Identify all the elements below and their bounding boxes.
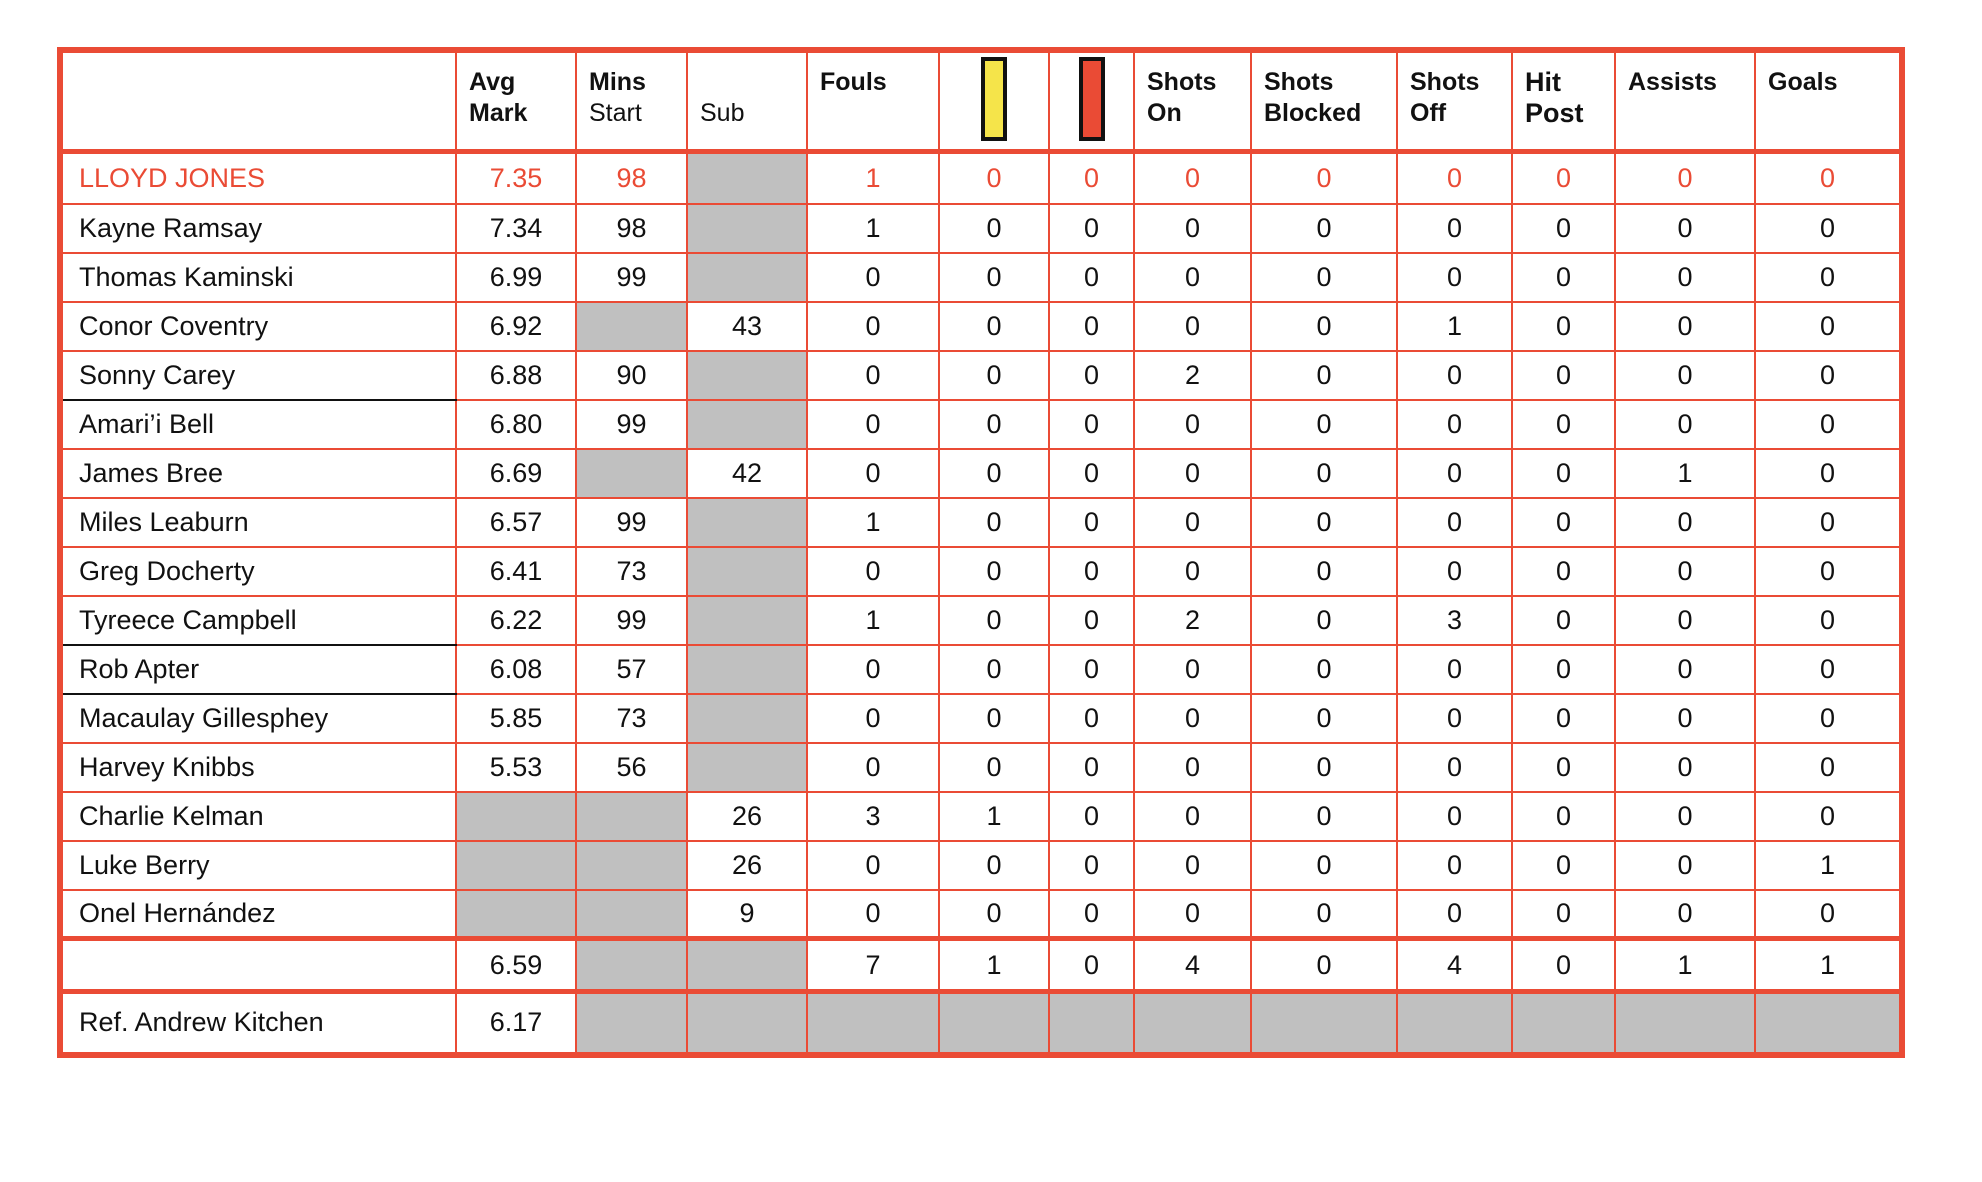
player-name: Luke Berry [60, 841, 456, 890]
totals-yellow: 1 [939, 939, 1049, 992]
player-sub [687, 498, 807, 547]
header-shots-on [1134, 50, 1251, 152]
player-goals: 0 [1755, 351, 1902, 400]
player-name: Rob Apter [60, 645, 456, 694]
player-shots-blocked: 0 [1251, 400, 1397, 449]
player-yellow-cards: 0 [939, 498, 1049, 547]
player-goals: 0 [1755, 498, 1902, 547]
player-fouls: 0 [807, 302, 939, 351]
player-shots-off: 0 [1397, 841, 1512, 890]
player-shots-on: 0 [1134, 302, 1251, 351]
player-shots-on: 0 [1134, 253, 1251, 302]
player-assists: 0 [1615, 351, 1755, 400]
player-red-cards: 0 [1049, 302, 1134, 351]
totals-shots-blocked: 0 [1251, 939, 1397, 992]
player-name: Harvey Knibbs [60, 743, 456, 792]
player-fouls: 0 [807, 743, 939, 792]
player-mins-start: 99 [576, 253, 687, 302]
red-card-icon [1079, 57, 1105, 141]
player-hit-post: 0 [1512, 253, 1615, 302]
player-name: Thomas Kaminski [60, 253, 456, 302]
header-shots-blocked-line2: Blocked [1264, 99, 1362, 127]
player-name: Sonny Carey [60, 351, 456, 400]
table-row [60, 743, 1902, 792]
table-row [60, 890, 1902, 939]
player-avg-mark: 6.57 [456, 498, 576, 547]
header-hit-post [1512, 50, 1615, 152]
player-shots-on: 2 [1134, 351, 1251, 400]
player-yellow-cards: 0 [939, 351, 1049, 400]
header-row [60, 50, 1902, 152]
player-hit-post: 0 [1512, 645, 1615, 694]
player-avg-mark: 6.22 [456, 596, 576, 645]
header-goals-label: Goals [1768, 68, 1838, 96]
player-shots-off: 0 [1397, 645, 1512, 694]
player-yellow-cards: 0 [939, 841, 1049, 890]
player-sub [687, 547, 807, 596]
player-avg-mark: 6.88 [456, 351, 576, 400]
header-shots-on-line1: Shots [1147, 68, 1217, 96]
player-mins-start: 73 [576, 547, 687, 596]
player-sub: 26 [687, 841, 807, 890]
player-goals: 0 [1755, 890, 1902, 939]
player-red-cards: 0 [1049, 498, 1134, 547]
player-shots-off: 0 [1397, 743, 1512, 792]
player-fouls: 1 [807, 204, 939, 253]
player-hit-post: 0 [1512, 792, 1615, 841]
player-sub [687, 596, 807, 645]
header-shots-blocked-line1: Shots [1264, 68, 1334, 96]
player-avg-mark: 6.92 [456, 302, 576, 351]
player-red-cards: 0 [1049, 596, 1134, 645]
player-fouls: 0 [807, 400, 939, 449]
header-shots-blocked [1251, 50, 1397, 152]
player-fouls: 0 [807, 645, 939, 694]
player-shots-blocked: 0 [1251, 152, 1397, 204]
player-yellow-cards: 0 [939, 152, 1049, 204]
player-hit-post: 0 [1512, 694, 1615, 743]
referee-empty-cell [1755, 992, 1902, 1055]
player-sub [687, 400, 807, 449]
player-sub [687, 152, 807, 204]
player-shots-blocked: 0 [1251, 743, 1397, 792]
player-sub [687, 253, 807, 302]
player-shots-blocked: 0 [1251, 645, 1397, 694]
referee-empty-cell [1049, 992, 1134, 1055]
player-assists: 0 [1615, 596, 1755, 645]
player-shots-on: 0 [1134, 743, 1251, 792]
player-shots-off: 3 [1397, 596, 1512, 645]
header-shots-off-line1: Shots [1410, 68, 1480, 96]
player-goals: 0 [1755, 253, 1902, 302]
header-assists-label: Assists [1628, 68, 1717, 96]
player-fouls: 0 [807, 547, 939, 596]
player-assists: 0 [1615, 547, 1755, 596]
player-mins-start [576, 841, 687, 890]
player-fouls: 3 [807, 792, 939, 841]
player-yellow-cards: 0 [939, 400, 1049, 449]
table-row [60, 204, 1902, 253]
player-shots-on: 0 [1134, 400, 1251, 449]
player-avg-mark: 6.80 [456, 400, 576, 449]
player-yellow-cards: 0 [939, 449, 1049, 498]
player-sub: 26 [687, 792, 807, 841]
player-red-cards: 0 [1049, 152, 1134, 204]
player-yellow-cards: 0 [939, 743, 1049, 792]
player-hit-post: 0 [1512, 351, 1615, 400]
player-avg-mark: 6.41 [456, 547, 576, 596]
player-name: Amari’i Bell [60, 400, 456, 449]
yellow-card-icon [981, 57, 1007, 141]
player-shots-off: 0 [1397, 351, 1512, 400]
header-name [60, 50, 456, 152]
player-shots-off: 0 [1397, 498, 1512, 547]
player-goals: 0 [1755, 547, 1902, 596]
player-assists: 0 [1615, 645, 1755, 694]
player-shots-off: 0 [1397, 890, 1512, 939]
player-yellow-cards: 0 [939, 547, 1049, 596]
player-shots-blocked: 0 [1251, 841, 1397, 890]
player-fouls: 0 [807, 890, 939, 939]
player-shots-blocked: 0 [1251, 351, 1397, 400]
player-red-cards: 0 [1049, 449, 1134, 498]
player-shots-on: 0 [1134, 792, 1251, 841]
player-red-cards: 0 [1049, 841, 1134, 890]
header-shots-off [1397, 50, 1512, 152]
player-shots-on: 0 [1134, 645, 1251, 694]
totals-name-cell [60, 939, 456, 992]
player-shots-on: 0 [1134, 204, 1251, 253]
player-name: LLOYD JONES [60, 152, 456, 204]
player-goals: 0 [1755, 449, 1902, 498]
player-assists: 0 [1615, 204, 1755, 253]
player-shots-blocked: 0 [1251, 547, 1397, 596]
table-row [60, 547, 1902, 596]
player-fouls: 0 [807, 351, 939, 400]
player-yellow-cards: 0 [939, 645, 1049, 694]
player-hit-post: 0 [1512, 302, 1615, 351]
player-mins-start [576, 302, 687, 351]
totals-shots-off: 4 [1397, 939, 1512, 992]
player-shots-on: 0 [1134, 841, 1251, 890]
player-hit-post: 0 [1512, 498, 1615, 547]
player-name: Macaulay Gillesphey [60, 694, 456, 743]
header-avg-mark-line2: Mark [469, 99, 528, 127]
header-sub [687, 50, 807, 152]
player-shots-on: 0 [1134, 547, 1251, 596]
player-hit-post: 0 [1512, 890, 1615, 939]
totals-start-empty [576, 939, 687, 992]
player-shots-blocked: 0 [1251, 596, 1397, 645]
player-goals: 0 [1755, 204, 1902, 253]
referee-name: Ref. Andrew Kitchen [60, 992, 456, 1055]
player-yellow-cards: 0 [939, 596, 1049, 645]
player-red-cards: 0 [1049, 694, 1134, 743]
player-avg-mark: 5.53 [456, 743, 576, 792]
player-goals: 0 [1755, 694, 1902, 743]
player-assists: 0 [1615, 400, 1755, 449]
player-name: Miles Leaburn [60, 498, 456, 547]
player-mins-start [576, 792, 687, 841]
player-red-cards: 0 [1049, 204, 1134, 253]
player-assists: 0 [1615, 890, 1755, 939]
player-yellow-cards: 0 [939, 253, 1049, 302]
header-yellow-card [939, 50, 1049, 152]
player-goals: 0 [1755, 792, 1902, 841]
player-red-cards: 0 [1049, 400, 1134, 449]
player-rows [60, 152, 1902, 939]
player-shots-off: 0 [1397, 152, 1512, 204]
player-avg-mark: 6.08 [456, 645, 576, 694]
player-shots-off: 0 [1397, 253, 1512, 302]
player-shots-on: 2 [1134, 596, 1251, 645]
player-shots-blocked: 0 [1251, 498, 1397, 547]
referee-empty-cell [1134, 992, 1251, 1055]
player-fouls: 1 [807, 152, 939, 204]
player-hit-post: 0 [1512, 204, 1615, 253]
player-hit-post: 0 [1512, 152, 1615, 204]
table-row [60, 596, 1902, 645]
player-stats-table [57, 47, 1905, 1058]
player-avg-mark: 6.99 [456, 253, 576, 302]
player-assists: 0 [1615, 253, 1755, 302]
player-shots-blocked: 0 [1251, 449, 1397, 498]
table-row [60, 351, 1902, 400]
player-shots-off: 0 [1397, 547, 1512, 596]
player-goals: 0 [1755, 302, 1902, 351]
player-name: James Bree [60, 449, 456, 498]
player-shots-blocked: 0 [1251, 694, 1397, 743]
table-row [60, 253, 1902, 302]
header-mins-line2: Start [589, 99, 642, 127]
player-red-cards: 0 [1049, 253, 1134, 302]
player-mins-start: 57 [576, 645, 687, 694]
player-hit-post: 0 [1512, 400, 1615, 449]
player-sub [687, 694, 807, 743]
totals-avg: 6.59 [456, 939, 576, 992]
player-shots-on: 0 [1134, 449, 1251, 498]
header-fouls [807, 50, 939, 152]
header-mins-start [576, 50, 687, 152]
player-mins-start: 98 [576, 152, 687, 204]
totals-red: 0 [1049, 939, 1134, 992]
player-mins-start: 73 [576, 694, 687, 743]
player-sub [687, 351, 807, 400]
table-row [60, 694, 1902, 743]
totals-hit-post: 0 [1512, 939, 1615, 992]
header-fouls-label: Fouls [820, 68, 887, 96]
totals-assists: 1 [1615, 939, 1755, 992]
referee-empty-cell [807, 992, 939, 1055]
player-sub [687, 204, 807, 253]
player-shots-off: 0 [1397, 449, 1512, 498]
player-mins-start: 99 [576, 498, 687, 547]
player-avg-mark [456, 792, 576, 841]
table-row [60, 645, 1902, 694]
player-hit-post: 0 [1512, 743, 1615, 792]
player-sub: 43 [687, 302, 807, 351]
player-goals: 1 [1755, 841, 1902, 890]
referee-empty-cell [687, 992, 807, 1055]
player-shots-on: 0 [1134, 694, 1251, 743]
player-mins-start: 56 [576, 743, 687, 792]
player-goals: 0 [1755, 400, 1902, 449]
totals-row [60, 939, 1902, 992]
player-assists: 0 [1615, 841, 1755, 890]
player-mins-start [576, 890, 687, 939]
player-mins-start: 99 [576, 596, 687, 645]
header-hit-post-line1: Hit [1525, 67, 1561, 97]
player-fouls: 0 [807, 253, 939, 302]
player-fouls: 1 [807, 498, 939, 547]
header-assists [1615, 50, 1755, 152]
player-goals: 0 [1755, 152, 1902, 204]
player-red-cards: 0 [1049, 792, 1134, 841]
player-sub [687, 743, 807, 792]
table-row [60, 792, 1902, 841]
player-shots-on: 0 [1134, 890, 1251, 939]
referee-row [60, 992, 1902, 1055]
table-row [60, 498, 1902, 547]
player-sub [687, 645, 807, 694]
player-yellow-cards: 0 [939, 204, 1049, 253]
player-shots-off: 1 [1397, 302, 1512, 351]
totals-sub-empty [687, 939, 807, 992]
player-mins-start: 99 [576, 400, 687, 449]
player-assists: 0 [1615, 498, 1755, 547]
player-sub: 9 [687, 890, 807, 939]
player-shots-blocked: 0 [1251, 302, 1397, 351]
player-name: Charlie Kelman [60, 792, 456, 841]
player-hit-post: 0 [1512, 841, 1615, 890]
player-red-cards: 0 [1049, 645, 1134, 694]
player-goals: 0 [1755, 743, 1902, 792]
player-avg-mark: 5.85 [456, 694, 576, 743]
player-shots-blocked: 0 [1251, 204, 1397, 253]
player-name: Kayne Ramsay [60, 204, 456, 253]
player-assists: 0 [1615, 152, 1755, 204]
player-yellow-cards: 0 [939, 890, 1049, 939]
player-hit-post: 0 [1512, 547, 1615, 596]
player-shots-off: 0 [1397, 694, 1512, 743]
player-fouls: 0 [807, 449, 939, 498]
referee-empty-cell [939, 992, 1049, 1055]
table-row [60, 302, 1902, 351]
header-red-card [1049, 50, 1134, 152]
referee-empty-cell [1512, 992, 1615, 1055]
player-shots-on: 0 [1134, 498, 1251, 547]
player-goals: 0 [1755, 596, 1902, 645]
player-assists: 1 [1615, 449, 1755, 498]
player-red-cards: 0 [1049, 351, 1134, 400]
player-shots-blocked: 0 [1251, 792, 1397, 841]
player-avg-mark: 6.69 [456, 449, 576, 498]
totals-fouls: 7 [807, 939, 939, 992]
header-mins-line1: Mins [589, 68, 646, 96]
player-hit-post: 0 [1512, 596, 1615, 645]
header-shots-off-line2: Off [1410, 99, 1447, 127]
player-shots-off: 0 [1397, 204, 1512, 253]
player-assists: 0 [1615, 302, 1755, 351]
player-shots-blocked: 0 [1251, 890, 1397, 939]
referee-empty-cell [1397, 992, 1512, 1055]
player-assists: 0 [1615, 694, 1755, 743]
player-name: Onel Hernández [60, 890, 456, 939]
player-fouls: 1 [807, 596, 939, 645]
referee-empty-cell [1615, 992, 1755, 1055]
referee-empty-cell [1251, 992, 1397, 1055]
table-row [60, 400, 1902, 449]
player-yellow-cards: 1 [939, 792, 1049, 841]
player-name: Greg Docherty [60, 547, 456, 596]
referee-empty-cell [576, 992, 687, 1055]
player-name: Conor Coventry [60, 302, 456, 351]
player-avg-mark: 7.35 [456, 152, 576, 204]
player-yellow-cards: 0 [939, 694, 1049, 743]
player-red-cards: 0 [1049, 890, 1134, 939]
player-goals: 0 [1755, 645, 1902, 694]
player-hit-post: 0 [1512, 449, 1615, 498]
referee-avg: 6.17 [456, 992, 576, 1055]
player-red-cards: 0 [1049, 547, 1134, 596]
player-shots-blocked: 0 [1251, 253, 1397, 302]
player-sub: 42 [687, 449, 807, 498]
header-shots-on-line2: On [1147, 99, 1182, 127]
header-hit-post-line2: Post [1525, 98, 1584, 128]
player-assists: 0 [1615, 792, 1755, 841]
table-row [60, 449, 1902, 498]
player-avg-mark [456, 890, 576, 939]
player-mins-start: 90 [576, 351, 687, 400]
totals-shots-on: 4 [1134, 939, 1251, 992]
header-avg-mark [456, 50, 576, 152]
header-avg-mark-line1: Avg [469, 68, 516, 96]
table-row [60, 152, 1902, 204]
player-assists: 0 [1615, 743, 1755, 792]
player-shots-off: 0 [1397, 792, 1512, 841]
player-mins-start: 98 [576, 204, 687, 253]
player-shots-on: 0 [1134, 152, 1251, 204]
player-red-cards: 0 [1049, 743, 1134, 792]
player-avg-mark: 7.34 [456, 204, 576, 253]
player-name: Tyreece Campbell [60, 596, 456, 645]
header-goals [1755, 50, 1902, 152]
player-mins-start [576, 449, 687, 498]
player-avg-mark [456, 841, 576, 890]
header-sub-label: Sub [700, 99, 745, 127]
player-fouls: 0 [807, 841, 939, 890]
totals-goals: 1 [1755, 939, 1902, 992]
player-shots-off: 0 [1397, 400, 1512, 449]
player-fouls: 0 [807, 694, 939, 743]
table-row [60, 841, 1902, 890]
player-yellow-cards: 0 [939, 302, 1049, 351]
